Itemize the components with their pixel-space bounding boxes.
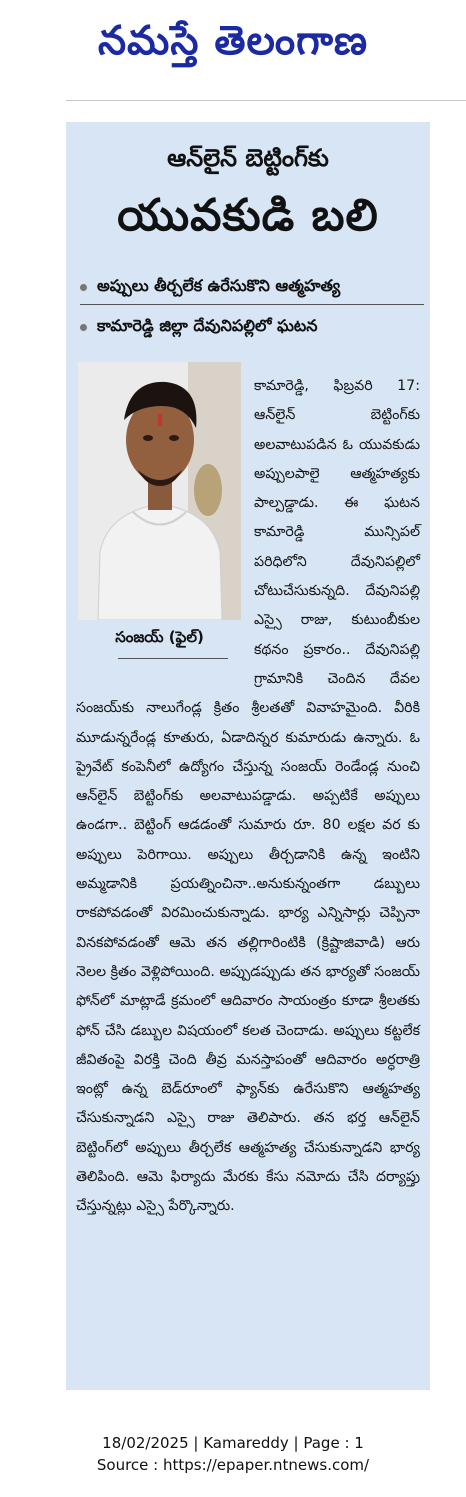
masthead: [0, 4, 466, 86]
bullet-text: కామారెడ్డి జిల్లా దేవునిపల్లిలో ఘటన: [97, 316, 318, 335]
page-footer: [0, 1432, 466, 1476]
footer-date-line: 18/02/2025 | Kamareddy | Page : 1: [102, 1434, 364, 1452]
news-article: [66, 122, 430, 1390]
portrait-image: [78, 362, 241, 620]
caption-divider: [118, 658, 228, 659]
masthead-divider: [66, 100, 466, 101]
article-bullet: [80, 316, 420, 339]
article-body: కామారెడ్డి, ఫిబ్రవరి 17: ఆన్‌లైన్ బెట్టింగ్‌కు అలవాటుపడిన ఓ యువకుడు అప్పులపాలై ఆత్మహత్యకు పాల్పడ్డాడు. ఈ ఘటన కామారెడ్డి మున్సిపల్ పరిధిలోని దేవునిపల్లిలో చోటుచేసుకున్నది. దేవునిపల్లి ఎస్సై రాజు, కుటుంబీకుల కథనం ప్రకారం.. దేవునిపల్లి గ్రామానికి చెందిన దేవల సంజయ్‌కు నాలుగేండ్ల క్రితం శ్రీలతతో వివాహమైంది. వీరికి మూడున్నరేండ్ల కూతురు, ఏడాదిన్నర కుమారుడు ఉన్నారు. ఓ ప్రైవేట్ కంపెనీలో ఉద్యోగం చేస్తున్న సంజయ్ రెండేండ్ల నుంచి ఆన్‌లైన్ బెట్టింగ్‌కు అలవాటుపడ్డాడు. అప్పటికే అప్పులు ఉండగా.. బెట్టింగ్ ఆడడంతో సుమారు రూ. 80 లక్షల వర కు అప్పులు పెరిగాయి. అప్పులు తీర్చడానికి ఉన్న ఇంటిని అమ్మడానికి ప్రయత్నించినా..అనుకున్నంతగా డబ్బులు రాకపోవడంతో విరమించుకున్నాడు. భార్య ఎన్నిసార్లు చెప్పినా వినకపోవడంతో ఆమె తన తల్లిగారింటికి (క్రిష్టాజివాడి) ఆరు నెలల క్రితం వెళ్లిపోయింది. అప్పుడప్పుడు తన భార్యతో సంజయ్ ఫోన్‌లో మాట్లాడే క్రమంలో ఆదివారం సాయంత్రం కూడా శ్రీలతకు ఫోన్ చేసి డబ్బుల విషయంలో కలత చెందాడు. అప్పులు కట్టలేక జీవితంపై విరక్తి చెంది తీవ్ర మనస్తాపంతో ఆదివారం అర్ధరాత్రి ఇంట్లో ఉన్న బెడ్‌రూంలో ఫ్యాన్‌కు ఉరేసుకొని ఆత్మహత్య చేసుకున్నాడని ఎస్సై రాజు తెలిపారు. తన భర్త ఆన్‌లైన్ బెట్టింగ్‌లో అప్పులు తీర్చలేక ఆత్మహత్య చేసుకున్నాడని భార్య తెలిపింది. ఆమె ఫిర్యాదు మేరకు కేసు నమోదు చేసి దర్యాప్తు చేస్తున్నట్లు ఎస్సై పేర్కొన్నారు.: [76, 378, 420, 1215]
person-photo: [78, 362, 241, 620]
bullet-text: అప్పులు తీర్చలేక ఉరేసుకొని ఆత్మహత్య: [97, 276, 341, 295]
bullet-divider: [80, 304, 424, 305]
article-kicker: ఆన్‌లైన్ బెట్టింగ్‌కు: [167, 144, 329, 172]
article-bullet: [80, 276, 420, 299]
photo-caption: సంజయ్ (ఫైల్): [115, 628, 204, 646]
bullet-dot-icon: [80, 284, 87, 291]
bullet-dot-icon: [80, 324, 87, 331]
masthead-title: నమస్తే తెలంగాణ: [97, 16, 369, 64]
article-headline: యువకుడి బలి: [117, 190, 379, 241]
footer-source-line: Source : https://epaper.ntnews.com/: [96, 1456, 370, 1474]
